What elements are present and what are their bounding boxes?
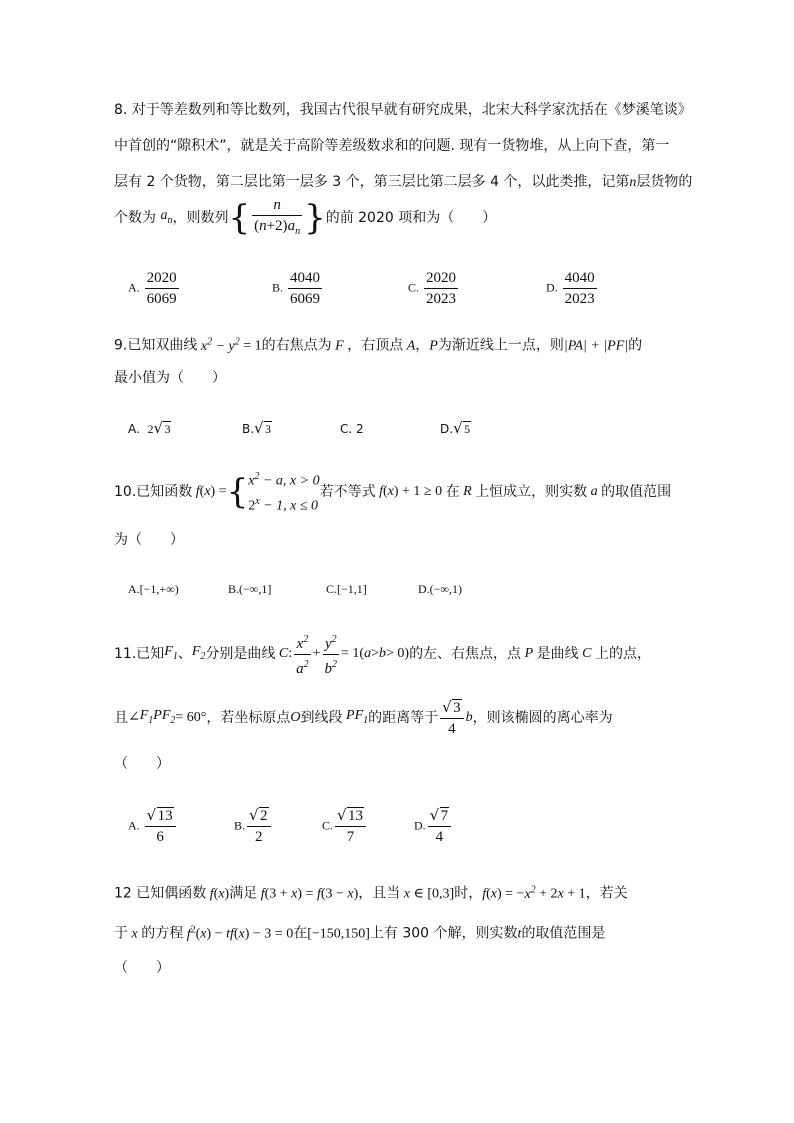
q9-option-a[interactable]: A. 2√ 3 — [128, 420, 171, 438]
q11-line-1: 11.已知 $F_1$ 、 $F_2$ 分别是曲线 C : $\frac{x^2}{a^2}$ + $\frac{y^2}{b^2}$ = 1( a > b > 0) 的左、右焦点，点 P 是曲线 C 上的点， — [114, 632, 694, 676]
q10-option-b[interactable]: B.(−∞,1] — [228, 582, 272, 596]
q11-option-d[interactable]: D. √ $\frac{7}{4}$ — [414, 806, 453, 847]
q11-line-2: 且 ∠ $F_1PF_2$ = 60° ，若坐标原点 O 到线段 $PF_1$ 的距离等于 √ $\frac{3}{4}$ b ，则该椭圆的离心率为 — [114, 696, 694, 740]
q9-line-1: 9.已知双曲线 $x^2 - y^2 = 1$的右焦点为 F ，右顶点 A，P为渐近线上一点，则|PA| + |PF|的 — [114, 336, 643, 354]
q11-y-fraction: $\frac{y^2}{b^2}$ — [323, 630, 340, 679]
q9-option-b[interactable]: B.√ 3 — [242, 420, 272, 438]
q8-option-b[interactable]: B. $\frac{4040}{6069}$ — [272, 270, 321, 307]
q10-line-2: 为（ ） — [114, 532, 184, 548]
q11-option-c[interactable]: C. √ $\frac{13}{7}$ — [322, 806, 368, 847]
q10-line-1: 10.已知函数 f ( x ) = { $x^2 - a$, x > 0 $2^x - 1$, x ≤ 0 若不等式 f ( x ) + 1 ≥ 0 在 R 上恒成立，则实数 a 的取值范围 — [114, 470, 694, 514]
q12-line-2: 于 x 的方程 $f^2(x) - tf(x) - 3 = 0$在[−150,150]上有 300 个解，则实数t的取值范围是 — [114, 924, 606, 942]
q8-line-3: 层有 2 个货物，第二层比第一层多 3 个，第三层比第二层多 4 个，以此类推，记第n层货物的 — [114, 174, 693, 190]
q8-option-d[interactable]: D. $\frac{4040}{2023}$ — [546, 270, 595, 307]
q9-option-c[interactable]: C. 2 — [340, 422, 364, 436]
q11-line-3: （ ） — [114, 756, 170, 772]
q9-option-d[interactable]: D.√ 5 — [440, 420, 471, 438]
q9-line-2: 最小值为（ ） — [114, 370, 226, 386]
q10-option-c[interactable]: C.[−1,1] — [326, 582, 367, 596]
q8-line-4: 个数为 $a_n$ ，则数列 { $\frac{n}{(n+2)a_n}$ } 的前 2020 项和为（ ） — [114, 196, 694, 240]
q8-line-1: 8. 对于等差数列和等比数列，我国古代很早就有研究成果，北宋大科学家沈括在《梦溪笔谈》 — [114, 102, 692, 118]
q11-option-a[interactable]: A. √ $\frac{13}{6}$ — [128, 806, 178, 847]
q10-option-a[interactable]: A.[−1,+∞) — [128, 582, 179, 596]
q11-distance-fraction: √ $\frac{3}{4}$ — [440, 698, 464, 739]
q8-option-a[interactable]: A. $\frac{2020}{6069}$ — [128, 270, 177, 307]
q8-line-2: 中首创的“隙积术”，就是关于高阶等差级数求和的问题. 现有一货物堆，从上向下查，第一 — [114, 138, 670, 154]
q10-option-d[interactable]: D.(−∞,1) — [418, 582, 462, 596]
q10-piecewise: $x^2 - a$, x > 0 $2^x - 1$, x ≤ 0 — [248, 471, 320, 514]
q8-sequence-fraction: $\frac{n}{(n+2)a_n}$ — [254, 196, 301, 237]
q11-option-b[interactable]: B. √ $\frac{2}{2}$ — [234, 806, 273, 847]
q11-x-fraction: $\frac{x^2}{a^2}$ — [294, 630, 311, 679]
q12-line-3: （ ） — [114, 960, 170, 976]
q8-option-c[interactable]: C. $\frac{2020}{2023}$ — [408, 270, 457, 307]
q12-line-1: 12 已知偶函数 f(x)满足 f(3 + x) = f(3 − x)，且当 x ∈ [0,3]时，$f(x) = -x^2 + 2x + 1$，若关 — [114, 884, 628, 902]
